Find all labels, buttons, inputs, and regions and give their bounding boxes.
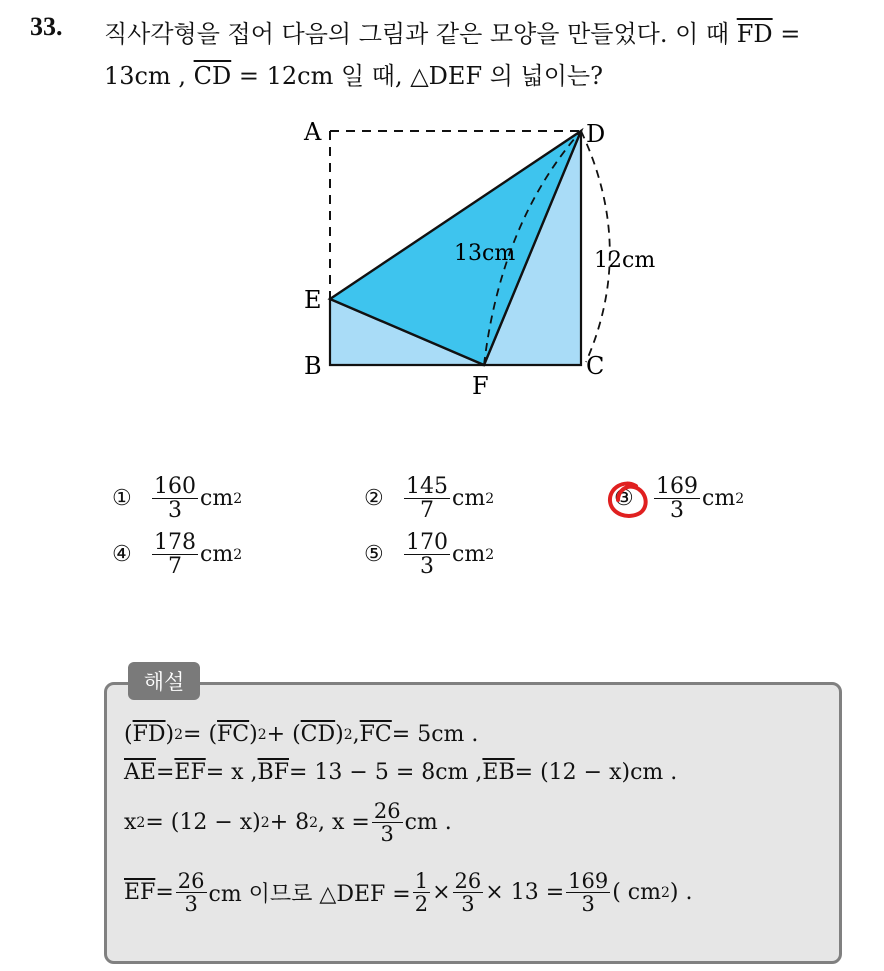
choice-4[interactable]: ④ $\frac{178}{7}$ cm 2 bbox=[112, 530, 243, 580]
length-fd: 13cm bbox=[454, 241, 516, 266]
question-number: 33. bbox=[30, 12, 63, 41]
arc-cd bbox=[581, 131, 610, 362]
solution-line-4: $\overline{EF}$ = $\frac{26}{3}$ cm 이므로 △DEF = $\frac{1}{2}$ × $\frac{26}{3}$ × 13 = $\frac{169}{3}$ ( cm 2 ) . bbox=[124, 869, 693, 917]
segment-fd: $\overline{FD}$ bbox=[736, 20, 773, 48]
label-f: F bbox=[472, 372, 489, 400]
label-b: B bbox=[304, 352, 322, 380]
answer-circle-mark bbox=[606, 480, 652, 522]
question-line-1: 직사각형을 접어 다음의 그림과 같은 모양을 만들었다. 이 때 $\overline{FD}$ = bbox=[104, 20, 801, 48]
solution-line-3: x 2 = (12 − x) 2 + 8 2 , x = $\frac{26}{3}$ cm . bbox=[124, 799, 452, 847]
label-d: D bbox=[586, 120, 606, 148]
choice-2[interactable]: ② $\frac{145}{7}$ cm 2 bbox=[364, 474, 495, 524]
label-a: A bbox=[304, 118, 322, 146]
solution-line-1: ( $\overline{FD}$ ) 2 = ( $\overline{FC}$ ) 2 + ( $\overline{CD}$ ) 2 , $\overline{FC}$ = 5cm . bbox=[124, 722, 479, 747]
choice-5[interactable]: ⑤ $\frac{170}{3}$ cm 2 bbox=[364, 530, 495, 580]
solution-tab: 해설 bbox=[128, 662, 200, 700]
solution-line-2: $\overline{AE}$ = $\overline{EF}$ = x , $\overline{BF}$ = 13 − 5 = 8cm , $\overline{EB}$ = (12 − x)cm . bbox=[124, 760, 678, 785]
folded-rectangle-figure bbox=[296, 112, 676, 402]
choice-3[interactable]: ③ $\frac{169}{3}$ cm 2 bbox=[614, 474, 745, 524]
label-e: E bbox=[304, 286, 322, 314]
length-cd: 12cm bbox=[594, 248, 656, 273]
choice-1[interactable]: ① $\frac{160}{3}$ cm 2 bbox=[112, 474, 243, 524]
segment-cd: $\overline{CD}$ bbox=[193, 62, 232, 90]
question-line-2: 13cm , $\overline{CD} = 12cm$ 일 때, △DEF 의 넓이는? bbox=[104, 62, 603, 90]
label-c: C bbox=[586, 352, 605, 380]
